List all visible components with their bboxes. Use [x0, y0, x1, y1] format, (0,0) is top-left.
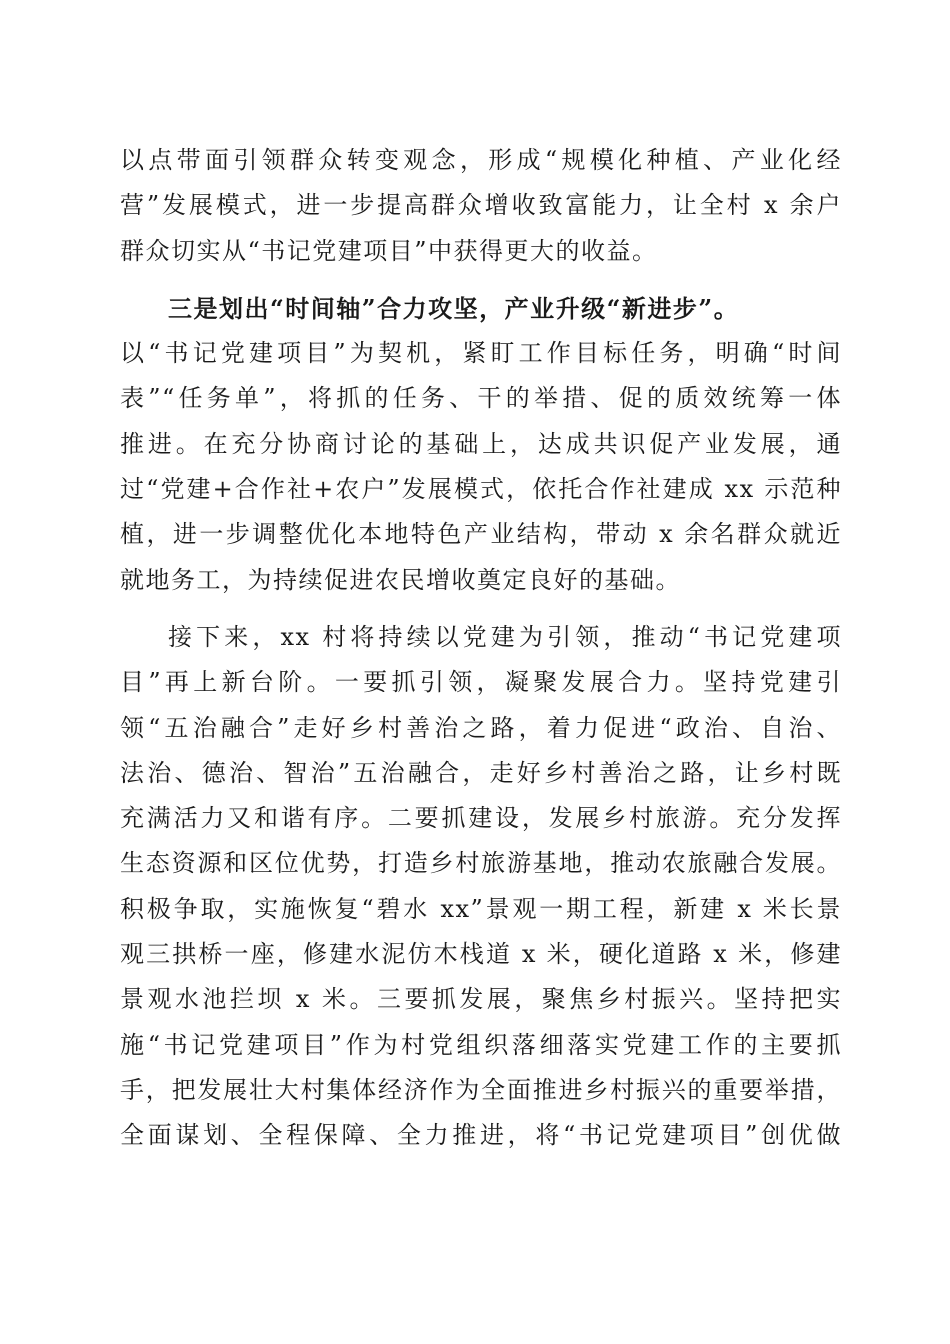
- text-line: 群众切实从“书记党建项目”中获得更大的收益。: [120, 236, 658, 265]
- paragraph-3: [120, 615, 842, 1159]
- text-line: 就地务工，为持续促进农民增收奠定良好的基础。: [120, 565, 681, 594]
- text-line: 充满活力又和谐有序。二要抓建设，发展乡村旅游。充分发挥: [120, 804, 842, 833]
- text-line: 以“书记党建项目”为契机，紧盯工作目标任务，明确“时间: [120, 339, 842, 368]
- text-line: 生态资源和区位优势，打造乡村旅游基地，推动农旅融合发展。: [120, 849, 842, 878]
- paragraph-2: [120, 286, 842, 603]
- text-line: 积极争取，实施恢复“碧水 xx”景观一期工程，新建 x 米长景: [120, 894, 842, 923]
- text-line: 领“五治融合”走好乡村善治之路，着力促进“政治、自治、: [120, 713, 842, 742]
- text-line: 景观水池拦坝 x 米。三要抓发展，聚焦乡村振兴。坚持把实: [120, 985, 842, 1014]
- text-line: 手，把发展壮大村集体经济作为全面推进乡村振兴的重要举措，: [120, 1075, 842, 1104]
- paragraph-1: [120, 138, 842, 274]
- text-line: 施“书记党建项目”作为村党组织落细落实党建工作的主要抓: [120, 1030, 842, 1059]
- text-line: 推进。在充分协商讨论的基础上，达成共识促产业发展，通: [120, 429, 842, 458]
- text-line: 全面谋划、全程保障、全力推进，将“书记党建项目”创优做: [120, 1121, 842, 1150]
- section-heading: 三是划出“时间轴”合力攻坚，产业升级“新进步”。: [168, 293, 740, 323]
- text-line: 植，进一步调整优化本地特色产业结构，带动 x 余名群众就近: [120, 520, 842, 549]
- text-line: 观三拱桥一座，修建水泥仿木栈道 x 米，硬化道路 x 米，修建: [120, 940, 842, 969]
- text-line: 表”“任务单”，将抓的任务、干的举措、促的质效统筹一体: [120, 384, 842, 413]
- text-line: 法治、德治、智治”五治融合，走好乡村善治之路，让乡村既: [120, 758, 842, 787]
- text-line: 过“党建+合作社+农户”发展模式，依托合作社建成 xx 示范种: [120, 475, 842, 504]
- text-line: 接下来，xx 村将持续以党建为引领，推动“书记党建项: [168, 622, 842, 651]
- document-body: [120, 138, 842, 1159]
- text-line: 以点带面引领群众转变观念，形成“规模化种植、产业化经: [120, 146, 842, 174]
- text-line: 营”发展模式，进一步提高群众增收致富能力，让全村 x 余户: [120, 191, 842, 220]
- text-line: 目”再上新台阶。一要抓引领，凝聚发展合力。坚持党建引: [120, 668, 842, 697]
